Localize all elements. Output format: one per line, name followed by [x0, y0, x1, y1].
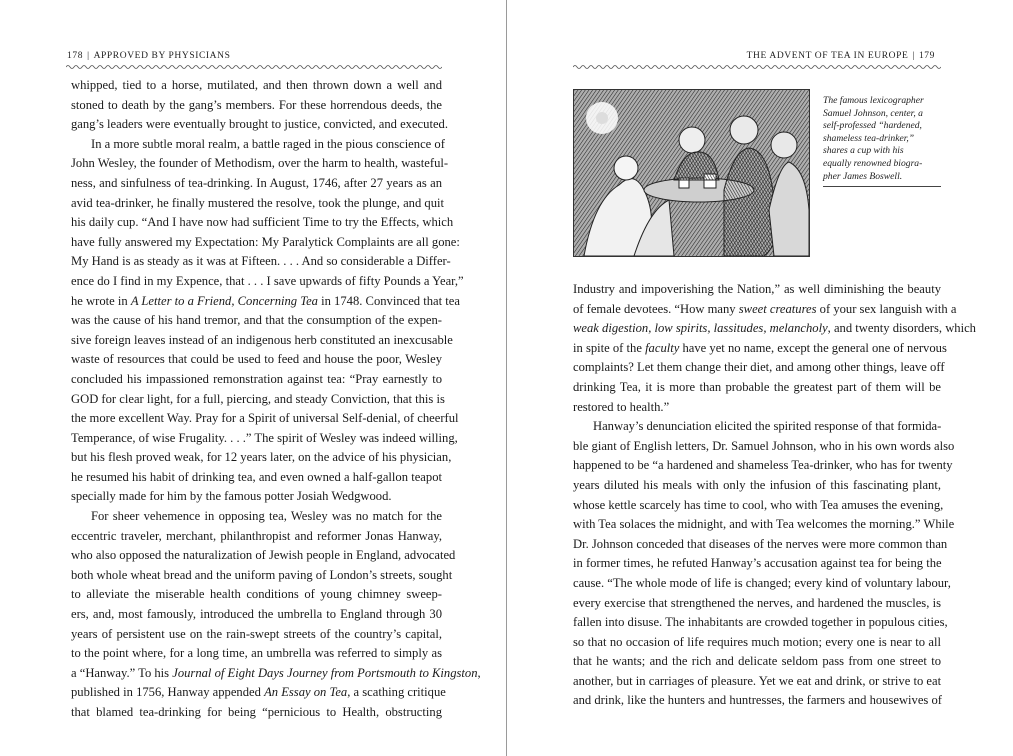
- caption-line: shameless tea-drinker,”: [823, 132, 915, 144]
- text-line: fallen into disuse. The inhabitants are crowded together in populous cities,: [573, 615, 948, 630]
- text-line: was the cause of his hand tremor, and that the consumption of the expen-: [71, 313, 442, 328]
- text-line: to the point where, for a long time, an umbrella was referred to simply as: [71, 646, 442, 661]
- folio-right: 179: [918, 51, 935, 61]
- text-line: For sheer vehemence in opposing tea, Wesley was no match for the: [91, 509, 442, 524]
- right-page: [507, 0, 1013, 756]
- text-line: years of persistent use on the rain-swept streets of the country’s capital,: [71, 626, 442, 641]
- text-line: and drink, like the hunters and huntresses, the farmers and housewives of: [573, 693, 942, 708]
- caption-line: Samuel Johnson, center, a: [823, 107, 923, 119]
- left-body-text: [71, 76, 481, 723]
- right-body-text: [573, 280, 976, 711]
- text-line: that blamed tea-drinking for being “pernicious to Health, obstructing: [71, 705, 442, 719]
- text-line: published in 1756, Hanway appended An Essay on Tea, a scathing critique: [71, 685, 446, 700]
- text-line: ness, and sinfulness of tea-drinking. In August, 1746, after 27 years as an: [71, 175, 442, 190]
- caption-line: self-professed “hardened,: [823, 120, 922, 132]
- caption-line: The famous lexicographer: [823, 95, 924, 106]
- text-line: GOD for clear light, for a full, piercing, and steady Conviction, that this is: [71, 391, 445, 406]
- text-line: of female devotees. “How many sweet creatures of your sex languish with a: [573, 301, 957, 316]
- caption-line: shares a cup with his: [823, 145, 904, 157]
- running-head-title-left: APPROVED BY PHYSICIANS: [93, 51, 231, 61]
- text-line: stoned to death by the gang’s members. For these horrendous deeds, the: [71, 97, 442, 112]
- text-line: that he wants; and the rich and delicate seldom pass from one street to: [573, 654, 941, 669]
- text-line: waste of resources that could be used to feed and house the poor, Wesley: [71, 352, 442, 367]
- text-line: weak digestion, low spirits, lassitudes, melancholy, and twenty disorders, which: [573, 321, 976, 336]
- left-page: [0, 0, 506, 756]
- text-line: Dr. Johnson conceded that diseases of the nerves were more common than: [573, 536, 948, 551]
- text-line: eccentric traveler, merchant, philanthropist and reformer Jonas Hanway,: [71, 528, 442, 543]
- text-line: he resumed his habit of drinking tea, and even owned a half-gallon teapot: [71, 469, 442, 484]
- text-line: John Wesley, the founder of Methodism, over the harm to health, wasteful-: [71, 156, 449, 171]
- text-line: whose kettle scarcely has time to cool, who with Tea amuses the evening,: [573, 497, 944, 512]
- caption-rule: [823, 186, 941, 187]
- text-line: so that no occasion of life requires much motion; every one is near to all: [573, 634, 941, 649]
- text-line: Industry and impoverishing the Nation,” as well diminishing the beauty: [573, 282, 941, 296]
- text-line: ers, and, most famously, introduced the umbrella to England through 30: [71, 607, 442, 622]
- text-line: whipped, tied to a horse, mutilated, and then thrown down a well and: [71, 78, 442, 92]
- text-line: happened to be “a hardened and shameless Tea-drinker, who has for twenty: [573, 458, 953, 473]
- text-line: who also opposed the naturalization of Jewish people in England, advocated: [71, 548, 456, 563]
- text-line: Temperance, of wise Frugality. . . .” The spirit of Wesley was indeed willing,: [71, 430, 458, 445]
- running-head-title-right: THE ADVENT OF TEA IN EUROPE: [746, 51, 909, 61]
- text-line: in former times, he refuted Hanway’s accusation against tea for being the: [573, 556, 942, 571]
- text-line: In a more subtle moral realm, a battle raged in the pious conscience of: [91, 136, 445, 151]
- text-line: his daily cup. “And I have now had sufficient Time to try the Effects, which: [71, 215, 454, 230]
- text-line: Hanway’s denunciation elicited the spirited response of that formida-: [593, 419, 942, 434]
- running-head-rule-left: [66, 64, 442, 70]
- text-line: My Hand is as steady as it was at Fifteen. . . . And so considerable a Differ-: [71, 254, 451, 269]
- engraving-illustration-icon: [573, 89, 810, 257]
- text-line: have fully answered my Expectation: My Paralytick Complaints are all gone:: [71, 234, 460, 249]
- text-line: ence do I find in my Expence, that . . . I save upwards of fifty Pounds a Year,”: [71, 273, 464, 288]
- text-line: gang’s leaders were eventually brought to justice, convicted, and executed.: [71, 117, 448, 132]
- running-head-rule-right: [573, 64, 941, 70]
- caption-line: equally renowned biogra-: [823, 157, 923, 169]
- text-line: drinking Tea, it is more than probable the greatest part of them will be: [573, 379, 941, 394]
- text-line: both whole wheat bread and the uniform paving of London’s streets, sought: [71, 567, 453, 582]
- caption-line: pher James Boswell.: [823, 170, 903, 182]
- text-line: ble giant of English letters, Dr. Samuel Johnson, who in his own words also: [573, 438, 955, 453]
- text-line: but his flesh proved weak, for 12 years later, on the advice of his physician,: [71, 450, 452, 465]
- folio-left: 178: [67, 51, 84, 61]
- text-line: cause. “The whole mode of life is changed; every kind of voluntary labour,: [573, 575, 951, 590]
- text-line: the more excellent Way. Pray for a Spirit of universal Self-denial, of cheerful: [71, 411, 459, 426]
- text-line: specially made for him by the famous potter Josiah Wedgwood.: [71, 489, 392, 504]
- text-line: a “Hanway.” To his Journal of Eight Days Journey from Portsmouth to Kingston,: [71, 665, 481, 680]
- text-line: concluded his impassioned remonstration against tea: “Pray earnestly to: [71, 371, 442, 386]
- text-line: every exercise that strengthened the nerves, and hardened the muscles, is: [573, 595, 941, 610]
- text-line: another, but in carriages of pleasure. Yet we eat and drink, or strive to eat: [573, 673, 942, 688]
- text-line: years diluted his meals with only the infusion of this fascinating plant,: [573, 477, 941, 492]
- text-line: sive foreign leaves instead of an indigenous herb constituted an inexcusable: [71, 332, 453, 347]
- text-line: restored to health.”: [573, 399, 670, 414]
- text-line: in spite of the faculty have yet no name, except the general one of nervous: [573, 340, 947, 355]
- text-line: to alleviate the miserable health conditions of young chimney sweep-: [71, 587, 442, 602]
- text-line: with Tea solaces the midnight, and with Tea welcomes the morning.” While: [573, 517, 955, 532]
- text-line: he wrote in A Letter to a Friend, Concerning Tea in 1748. Convinced that tea: [71, 293, 460, 308]
- figure-caption: [823, 95, 941, 183]
- text-line: complaints? Let them change their diet, and among other things, leave off: [573, 360, 945, 375]
- running-head-left: 178 | APPROVED BY PHYSICIANS: [67, 51, 231, 61]
- text-line: avid tea-drinker, he finally mustered the resolve, took the plunge, and quit: [71, 195, 444, 210]
- running-head-right: THE ADVENT OF TEA IN EUROPE | 179: [746, 51, 935, 61]
